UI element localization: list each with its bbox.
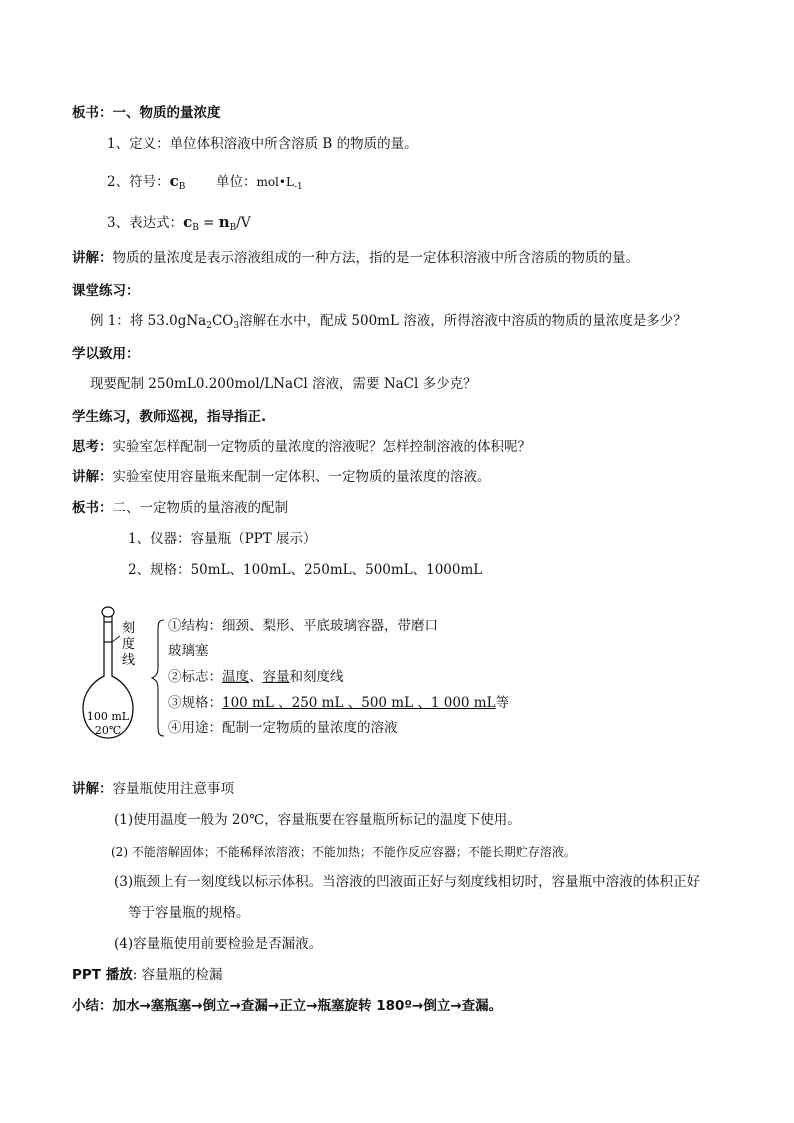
summary-text: 加水→塞瓶塞→倒立→查漏→正立→瓶塞旋转 180º→倒立→查漏。 bbox=[112, 998, 503, 1014]
example-b: CO bbox=[211, 313, 234, 329]
expr-prefix: 3、表达式： bbox=[107, 215, 184, 231]
think-text: 实验室怎样配制一定物质的量浓度的溶液呢？怎样控制溶液的体积呢？ bbox=[112, 439, 531, 455]
note-3a: (3)瓶颈上有一刻度线以标示体积。当溶液的凹液面正好与刻度线相切时，容量瓶中溶液的体积正好 bbox=[114, 874, 701, 890]
example-sub2: 3 bbox=[233, 321, 240, 331]
spec-prefix: ③规格： bbox=[168, 695, 222, 711]
flask-stopper bbox=[102, 607, 114, 617]
section1-heading bbox=[72, 104, 221, 122]
flask-temp-label: 20℃ bbox=[94, 724, 122, 737]
student-line: 学生练习，教师巡视，指导指正. bbox=[72, 409, 267, 425]
explain2-label: 讲解： bbox=[72, 469, 113, 485]
sign-sep: 、 bbox=[249, 669, 263, 685]
example-c: 溶解在水中，配成 500mL 溶液，所得溶液中溶质的物质的量浓度是多少？ bbox=[239, 313, 687, 329]
flask-structure-2: 玻璃塞 bbox=[168, 643, 209, 659]
expr-eq: = bbox=[198, 215, 219, 231]
practice-label: 课堂练习： bbox=[72, 283, 140, 299]
flask-spec bbox=[168, 694, 509, 712]
brace-icon bbox=[150, 618, 168, 738]
note-2: (2) 不能溶解固体；不能稀释浓溶液；不能加热；不能作反应容器；不能长期贮存溶液。 bbox=[111, 845, 576, 859]
expr-csub: B bbox=[192, 223, 199, 233]
expr-nsub: B bbox=[229, 223, 237, 233]
mark-char-2: 度 bbox=[122, 637, 136, 652]
sign-rest: 和刻度线 bbox=[289, 669, 344, 685]
flask-use: ④用途：配制一定物质的量浓度的溶液 bbox=[168, 720, 398, 736]
symbol-prefix: 2、符号： bbox=[107, 174, 170, 190]
section1-label: 板书： bbox=[72, 105, 113, 121]
unit-value: mol•L bbox=[256, 175, 294, 189]
explain3-heading bbox=[72, 780, 234, 798]
section2-label: 板书： bbox=[72, 500, 113, 516]
explain1-text: 物质的量浓度是表示溶液组成的一种方法，指的是一定体积溶液中所含溶质的物质的量。 bbox=[112, 250, 639, 266]
ppt-line bbox=[72, 966, 223, 984]
sign-capacity: 容量 bbox=[262, 669, 290, 685]
explain3-title: 容量瓶使用注意事项 bbox=[112, 781, 234, 797]
definition-line: 1、定义：单位体积溶液中所含溶质 B 的物质的量。 bbox=[107, 136, 418, 152]
example-line bbox=[90, 312, 687, 335]
note-3b: 等于容量瓶的规格。 bbox=[128, 905, 250, 921]
mark-char-1: 刻 bbox=[122, 621, 136, 636]
explain2-line bbox=[72, 468, 491, 486]
note-4: (4)容量瓶使用前要检验是否漏液。 bbox=[114, 936, 323, 952]
summary-label: 小结： bbox=[72, 998, 113, 1014]
section2-item1: 1、仪器：容量瓶（PPT 展示） bbox=[128, 531, 317, 547]
section2-item2: 2、规格：50mL、100mL、250mL、500mL、1000mL bbox=[128, 562, 483, 578]
flask-structure-1: ①结构：细颈、梨形、平底玻璃容器，带磨口 bbox=[168, 618, 438, 634]
expr-n: n bbox=[218, 213, 230, 231]
flask-pointer-line bbox=[112, 636, 120, 642]
symbol-c: c bbox=[169, 172, 179, 190]
unit-label: 单位： bbox=[215, 174, 257, 190]
explain1-label: 讲解： bbox=[72, 250, 113, 266]
sign-prefix: ②标志： bbox=[168, 669, 222, 685]
example-a: 例 1：将 53.0gNa bbox=[90, 313, 207, 329]
note-1: (1)使用温度一般为 20℃，容量瓶要在容量瓶所标记的温度下使用。 bbox=[114, 812, 521, 828]
ppt-label: PPT 播放 bbox=[72, 967, 133, 983]
expr-c: c bbox=[183, 213, 193, 231]
flask-volume-label: 100 mL bbox=[86, 710, 130, 723]
spec-suffix: 等 bbox=[495, 695, 510, 711]
expression-line bbox=[107, 213, 251, 237]
apply-label: 学以致用： bbox=[72, 346, 140, 362]
ppt-text: : 容量瓶的检漏 bbox=[132, 967, 223, 983]
expr-v: /V bbox=[236, 215, 251, 231]
section1-title: 一、物质的量浓度 bbox=[112, 105, 221, 121]
section2-title: 二、一定物质的量溶液的配制 bbox=[112, 500, 288, 516]
unit-sup: -1 bbox=[293, 182, 303, 192]
summary-line bbox=[72, 997, 502, 1015]
think-line bbox=[72, 438, 531, 456]
sign-temp: 温度 bbox=[222, 669, 249, 685]
section2-heading bbox=[72, 499, 288, 517]
explain1-line bbox=[72, 249, 639, 267]
think-label: 思考： bbox=[72, 439, 113, 455]
symbol-line bbox=[107, 172, 303, 196]
flask-sign bbox=[168, 668, 344, 686]
explain2-text: 实验室使用容量瓶来配制一定体积、一定物质的量浓度的溶液。 bbox=[112, 469, 491, 485]
symbol-sub: B bbox=[178, 182, 186, 192]
example-sub1: 2 bbox=[206, 321, 212, 331]
apply-text: 现要配制 250mL0.200mol/LNaCl 溶液，需要 NaCl 多少克？ bbox=[90, 376, 477, 392]
spec-values: 100 mL 、250 mL 、500 mL 、1 000 mL bbox=[222, 695, 496, 711]
explain3-label: 讲解： bbox=[72, 781, 113, 797]
mark-char-3: 线 bbox=[122, 653, 136, 668]
